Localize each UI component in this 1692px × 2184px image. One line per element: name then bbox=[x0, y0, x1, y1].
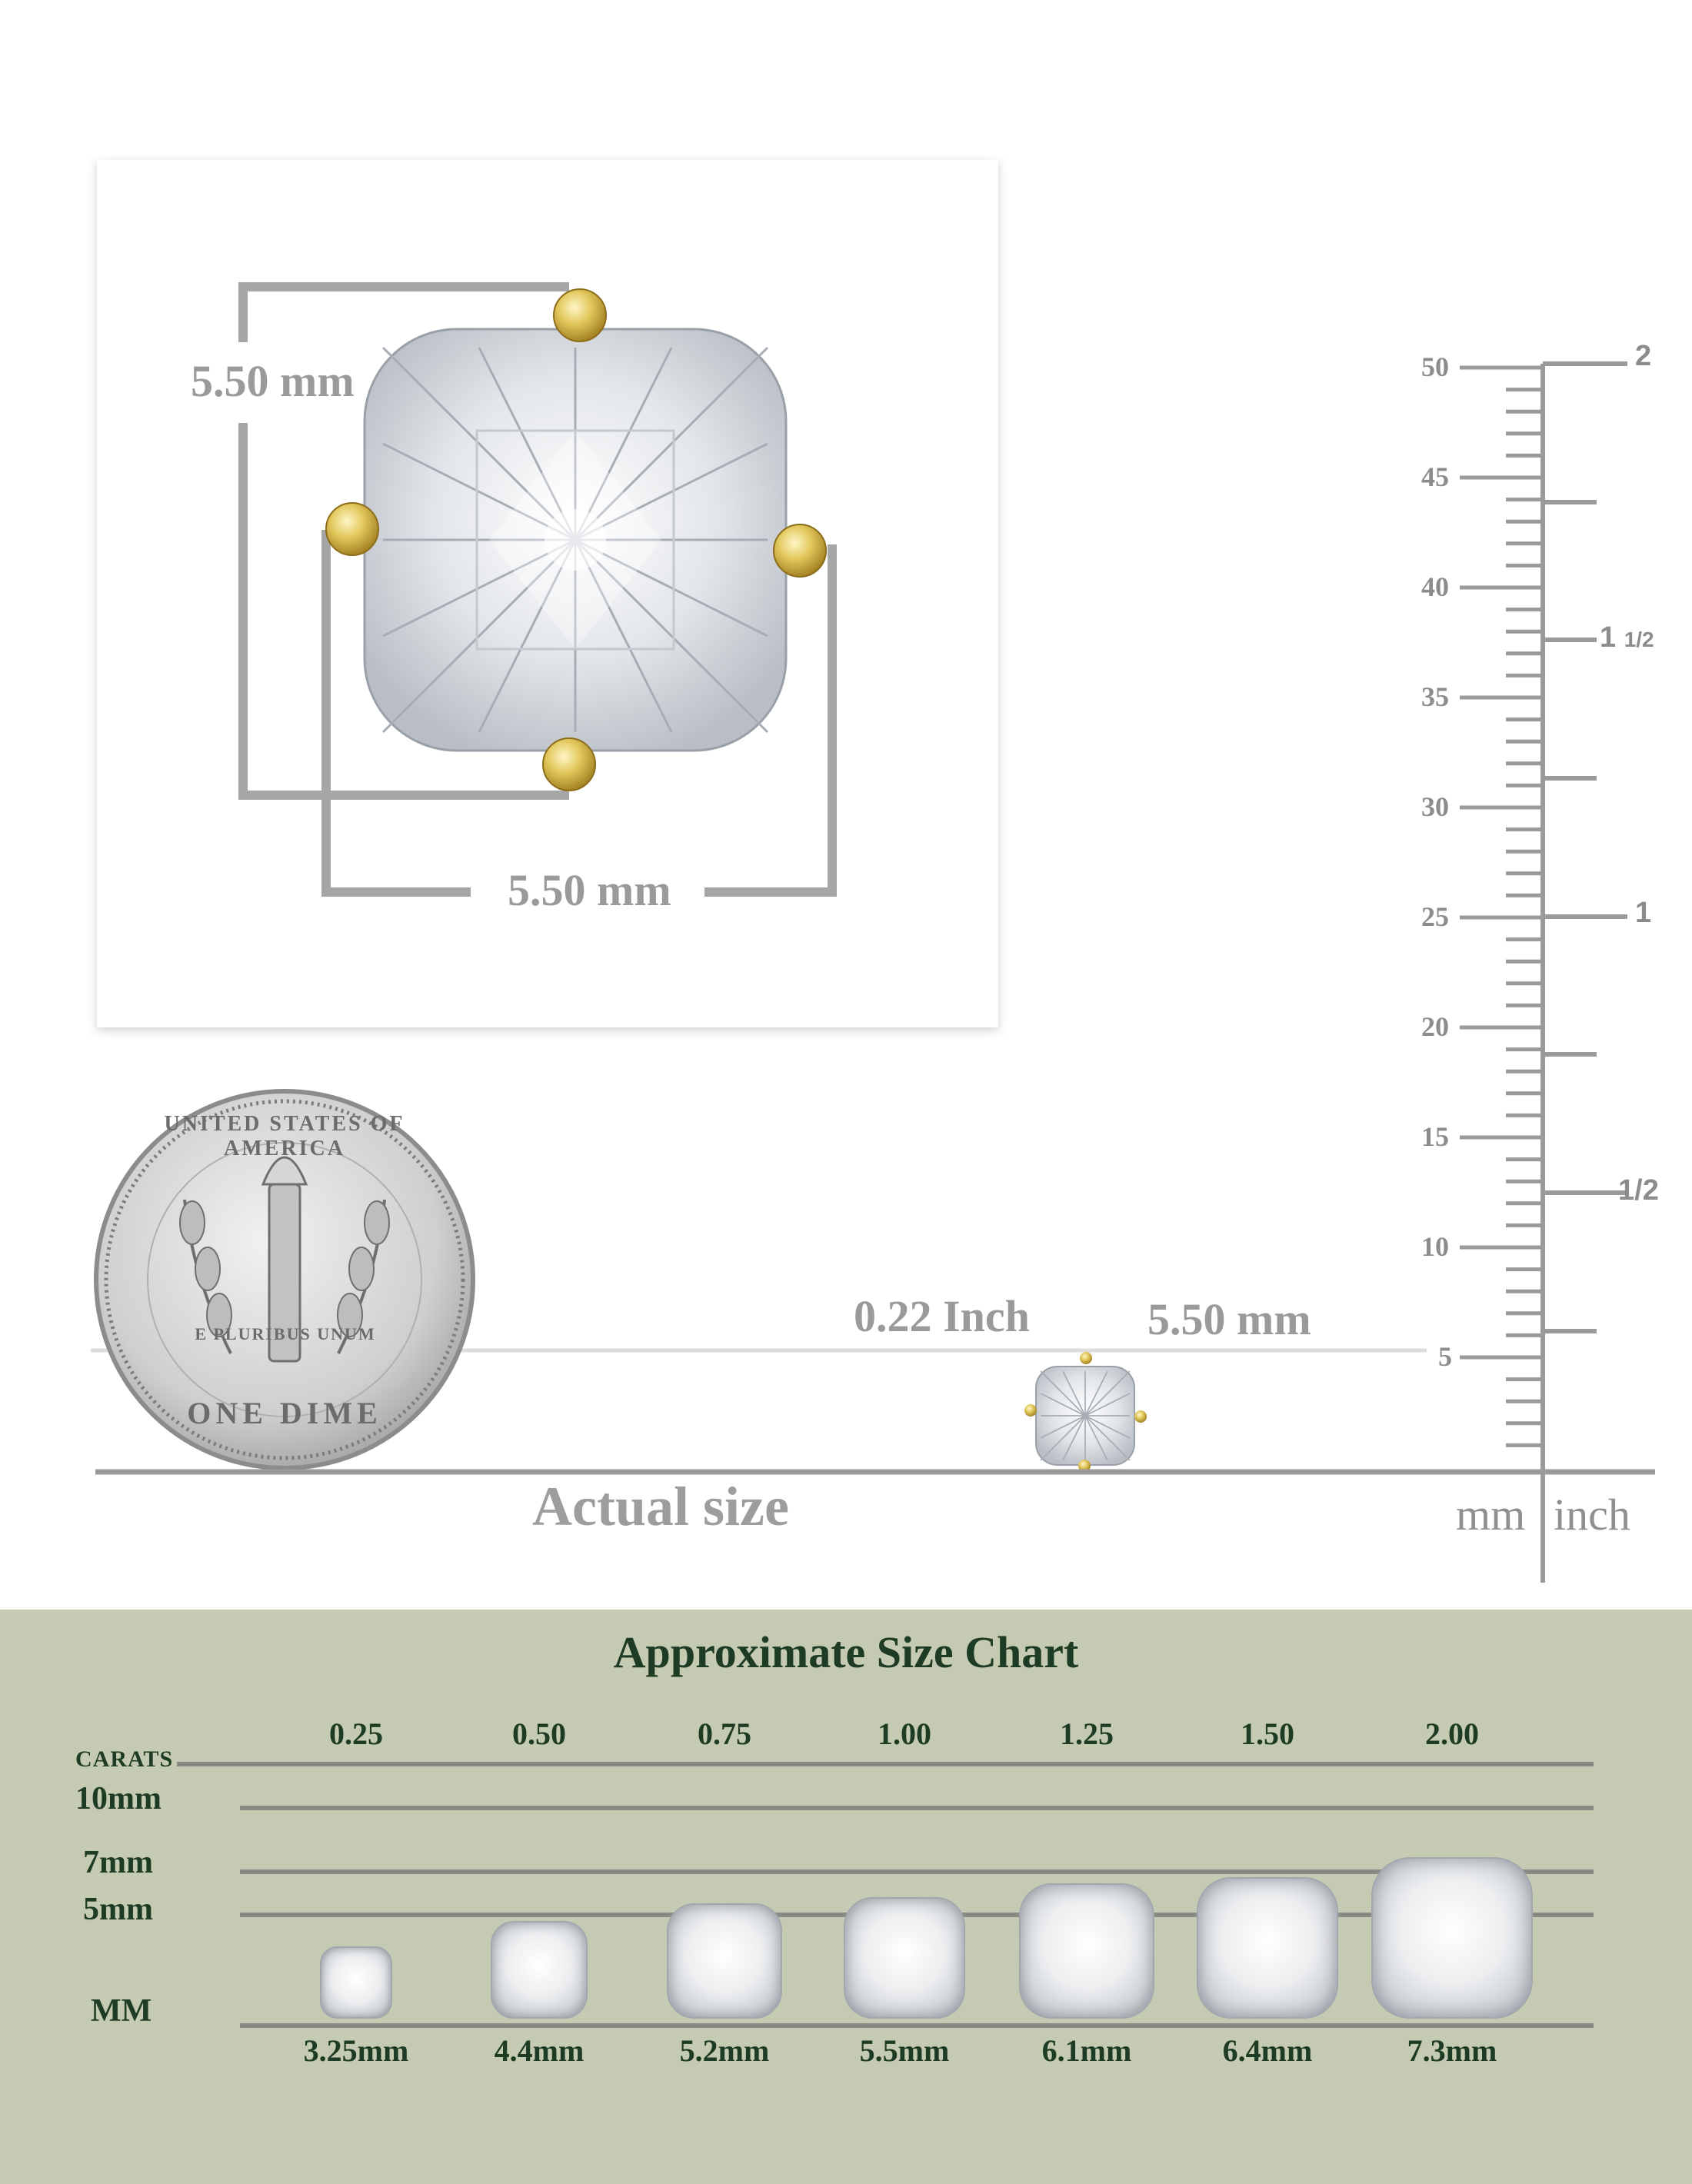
chart-diamond bbox=[1019, 1883, 1154, 2019]
diamond-size-label: 7.3mm bbox=[1407, 2033, 1497, 2068]
ruler-inch-unit: inch bbox=[1554, 1490, 1630, 1540]
ruler-mm-label: 40 bbox=[1421, 571, 1449, 602]
row-label-5mm: 5mm bbox=[83, 1892, 153, 1927]
ruler-mm-label: 5 bbox=[1438, 1341, 1452, 1372]
ruler-mm-label: 15 bbox=[1421, 1121, 1449, 1152]
ruler-mm-label: 10 bbox=[1421, 1231, 1449, 1262]
ruler-inch-label-2: 2 bbox=[1635, 340, 1652, 372]
chart-diamond bbox=[844, 1897, 965, 2019]
width-dimension-label: 5.50 mm bbox=[508, 865, 671, 915]
chart-diamond bbox=[667, 1903, 782, 2019]
gridline-base bbox=[240, 2023, 1594, 2028]
dime-legend-text: E PLURIBUS UNUM bbox=[195, 1324, 376, 1343]
gridline-10mm bbox=[240, 1806, 1594, 1810]
diamond-size-label: 5.5mm bbox=[859, 2033, 950, 2068]
diamond-size-label: 5.2mm bbox=[679, 2033, 770, 2068]
ruler-mm-label: 30 bbox=[1421, 791, 1449, 822]
chart-diamond bbox=[491, 1921, 588, 2019]
carats-line bbox=[177, 1762, 1594, 1766]
ruler-inch-label-1-2: 1/2 bbox=[1618, 1174, 1659, 1207]
size-chart-title: Approximate Size Chart bbox=[613, 1627, 1079, 1677]
ruler-mm-unit: mm bbox=[1456, 1490, 1526, 1540]
carat-value: 2.00 bbox=[1425, 1716, 1479, 1751]
carat-value: 0.50 bbox=[512, 1716, 566, 1751]
ruler-mm-label: 35 bbox=[1421, 681, 1449, 712]
ruler-mm-label: 50 bbox=[1421, 351, 1449, 382]
mm-measure-label: 5.50 mm bbox=[1147, 1294, 1311, 1344]
diamond-size-label: 6.1mm bbox=[1041, 2033, 1132, 2068]
actual-size-diamond bbox=[1024, 1352, 1147, 1472]
ruler-mm-label: 20 bbox=[1421, 1011, 1449, 1042]
chart-diamond bbox=[320, 1946, 392, 2019]
chart-diamond bbox=[1371, 1857, 1533, 2019]
cushion-diamond-closeup bbox=[365, 329, 786, 751]
dime-top-text: UNITED STATES OF AMERICA bbox=[164, 1112, 405, 1160]
diamond-size-label: 3.25mm bbox=[303, 2033, 409, 2068]
carat-value: 1.50 bbox=[1241, 1716, 1294, 1751]
carat-value: 0.75 bbox=[698, 1716, 751, 1751]
carats-row-label: CARATS bbox=[75, 1746, 174, 1772]
dime-bottom-text: ONE DIME bbox=[187, 1396, 382, 1430]
inch-measure-label: 0.22 Inch bbox=[854, 1291, 1030, 1341]
carat-value: 1.25 bbox=[1060, 1716, 1114, 1751]
row-label-mm: MM bbox=[91, 1993, 152, 2029]
chart-diamond bbox=[1197, 1877, 1338, 2019]
ruler bbox=[1460, 364, 1627, 1583]
ruler-inch-label-1: 1 bbox=[1635, 897, 1652, 929]
diamond-size-label: 4.4mm bbox=[494, 2033, 585, 2068]
ruler-mm-label: 25 bbox=[1421, 901, 1449, 932]
carat-value: 0.25 bbox=[329, 1716, 383, 1751]
carat-value: 1.00 bbox=[878, 1716, 931, 1751]
row-label-7mm: 7mm bbox=[83, 1845, 153, 1880]
ruler-mm-label: 45 bbox=[1421, 461, 1449, 492]
diamond-size-label: 6.4mm bbox=[1222, 2033, 1313, 2068]
row-label-10mm: 10mm bbox=[75, 1781, 162, 1816]
height-dimension-label: 5.50 mm bbox=[191, 356, 355, 406]
size-chart-panel bbox=[0, 1610, 1692, 2184]
ruler-inch-label-1-1-2: 1 1/2 bbox=[1600, 621, 1654, 654]
actual-size-label: Actual size bbox=[532, 1476, 789, 1537]
